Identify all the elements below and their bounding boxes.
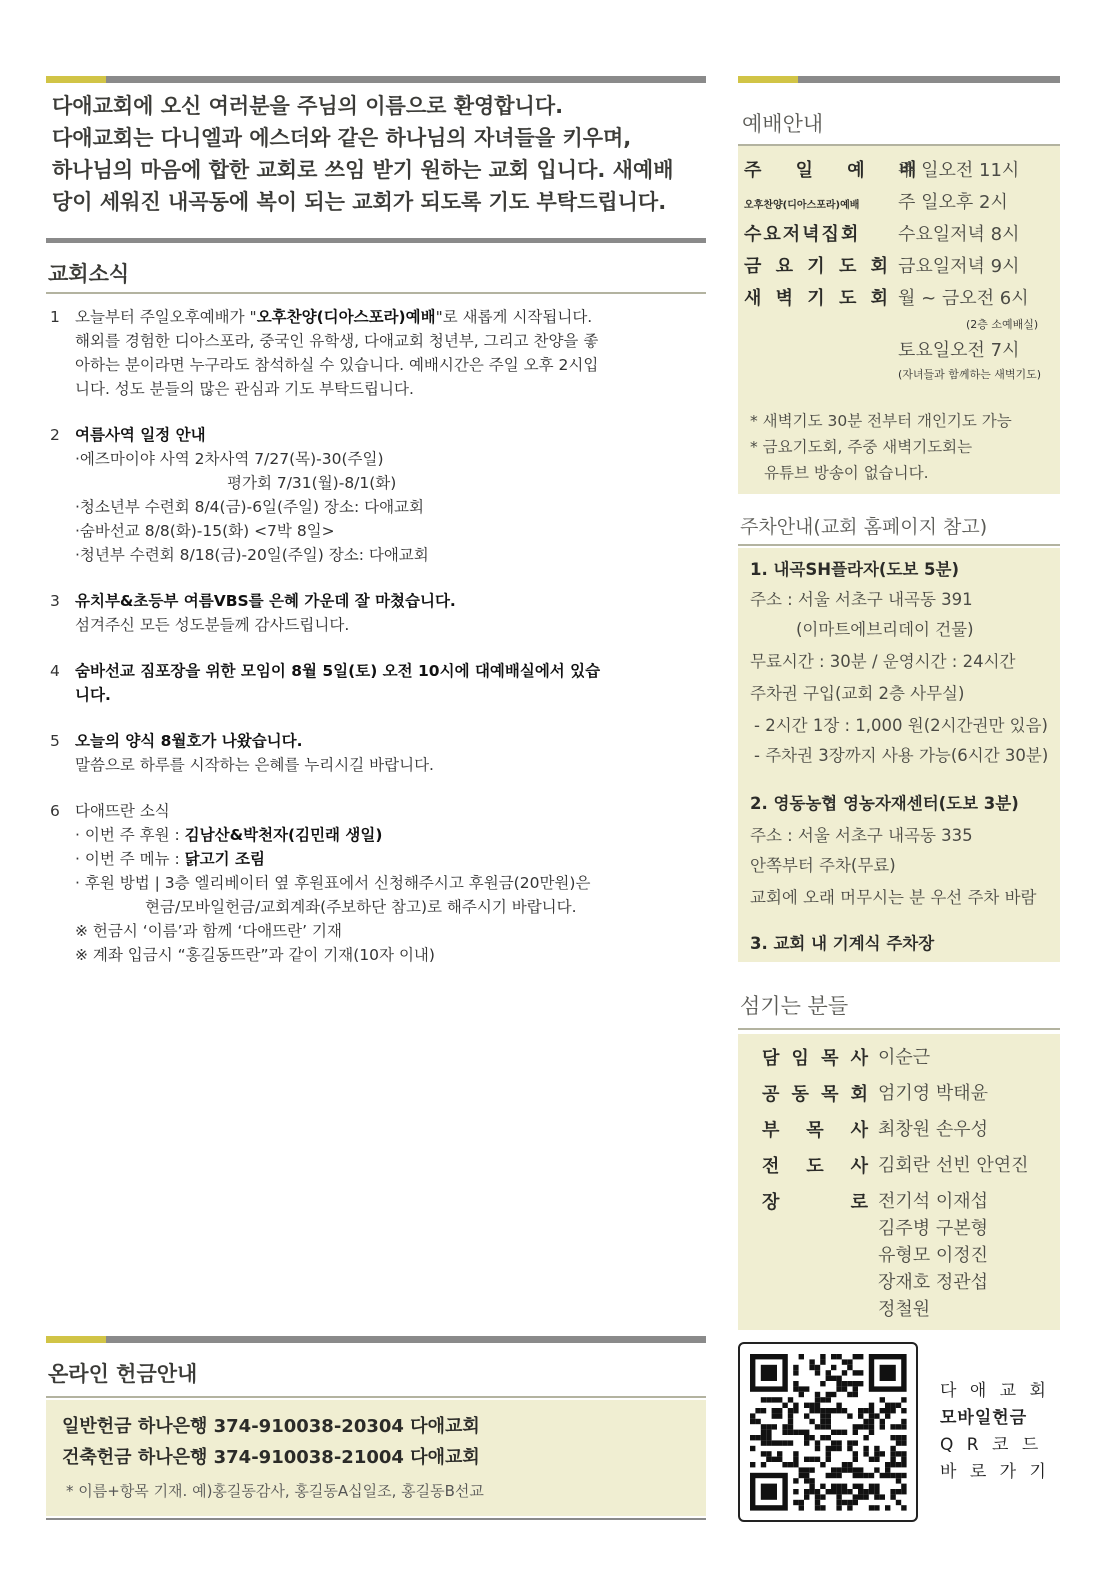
service-time: 월 ~ 금오전 6시 xyxy=(898,288,1029,309)
qr-caption-line: 바 로 가 기 xyxy=(940,1462,1050,1482)
offering-divider xyxy=(46,1396,706,1398)
welcome-divider xyxy=(46,238,706,243)
worship-row xyxy=(738,252,1060,282)
news-line xyxy=(75,847,715,871)
server-role xyxy=(762,1080,868,1106)
worship-row xyxy=(738,188,1060,218)
item-number: 4 xyxy=(50,662,60,680)
server-names: 이순근 xyxy=(878,1047,931,1068)
news-line: 섬겨주신 모든 성도분들께 감사드립니다. xyxy=(75,616,350,634)
qr-caption-line: 모바일헌금 xyxy=(940,1408,1028,1428)
service-time: 주 일오후 2시 xyxy=(898,192,1008,213)
offering-title: 온라인 헌금안내 xyxy=(48,1362,198,1386)
news-line: ·숨바선교 8/8(화)-15(화) <7박 8일> xyxy=(75,522,335,540)
welcome-line: 하나님의 마음에 합한 교회로 쓰임 받기 원하는 교회 입니다. 새예배 xyxy=(52,158,674,182)
menu-name: 닭고기 조림 xyxy=(184,850,265,868)
service-time: 금요일저녁 9시 xyxy=(898,256,1020,277)
item-number: 6 xyxy=(50,802,60,820)
role-char: 도 xyxy=(806,1156,824,1177)
qr-code[interactable] xyxy=(738,1342,918,1522)
role-char: 담 xyxy=(762,1048,780,1069)
top-rule-accent-right xyxy=(738,76,798,83)
worship-row xyxy=(738,336,1060,366)
item-number: 5 xyxy=(50,732,60,750)
news-line: 말씀으로 하루를 시작하는 은혜를 누리시길 바랍니다. xyxy=(75,756,434,774)
service-name: 새 벽 기 도 회 xyxy=(744,288,893,309)
news-line xyxy=(75,305,715,329)
service-name: 금 요 기 도 회 xyxy=(744,256,893,277)
role-char: 임 xyxy=(791,1048,809,1069)
role-char: 사 xyxy=(850,1120,868,1141)
news-item-title: 오늘의 양식 8월호가 나왔습니다. xyxy=(75,732,303,750)
sponsor-name: 김남산&박천자(김민래 생일) xyxy=(184,826,383,844)
note-line: * 금요기도회, 주중 새벽기도회는 xyxy=(750,438,973,456)
welcome-line: 당이 세워진 내곡동에 복이 되는 교회가 되도록 기도 부탁드립니다. xyxy=(52,190,667,214)
server-role xyxy=(762,1116,868,1142)
top-rule-left xyxy=(46,76,706,83)
server-role xyxy=(762,1152,868,1178)
elder-names: 유형모 이정진 xyxy=(878,1245,989,1266)
server-names: 최창원 손우성 xyxy=(878,1119,989,1140)
building-offering-account: 건축헌금 하나은행 374-910038-21004 다애교회 xyxy=(62,1447,480,1468)
label: · 이번 주 메뉴 : xyxy=(75,850,185,868)
offering-note: * 이름+항목 기재. 예)홍길동감사, 홍길동A십일조, 홍길동B선교 xyxy=(66,1482,484,1500)
news-item xyxy=(50,729,715,777)
label: · 이번 주 후원 : xyxy=(75,826,185,844)
role-char: 동 xyxy=(791,1084,809,1105)
offering-panel xyxy=(46,1400,706,1516)
item-number: 3 xyxy=(50,592,60,610)
service-name: 수요저녁집회 xyxy=(744,224,861,245)
parking-option-title: 2. 영동농협 영농자재센터(도보 3분) xyxy=(750,794,1019,813)
text: "로 새롭게 시작됩니다. xyxy=(435,308,593,326)
elder-names: 정철원 xyxy=(878,1299,931,1320)
news-list xyxy=(50,305,715,989)
item-number: 1 xyxy=(50,308,60,326)
item-number: 2 xyxy=(50,426,60,444)
general-offering-account: 일반헌금 하나은행 374-910038-20304 다애교회 xyxy=(62,1416,480,1437)
bottom-rule xyxy=(46,1518,706,1520)
role-char: 목 xyxy=(821,1048,839,1069)
qr-caption-line: Q R 코 드 xyxy=(940,1435,1043,1455)
servers-divider xyxy=(738,1028,1060,1030)
service-time: 토요일오전 7시 xyxy=(898,340,1020,361)
role-char: 목 xyxy=(821,1084,839,1105)
server-role xyxy=(762,1188,868,1214)
news-line: ※ 헌금시 ‘이름’과 함께 ‘다애뜨란’ 기재 xyxy=(75,922,342,940)
parking-line: (이마트에브리데이 건물) xyxy=(796,620,974,639)
role-char: 부 xyxy=(762,1120,780,1141)
news-item xyxy=(50,305,715,401)
role-char: 로 xyxy=(850,1192,868,1213)
worship-row xyxy=(738,284,1060,314)
news-line: 니다. 성도 분들의 많은 관심과 기도 부탁드립니다. xyxy=(75,380,414,398)
server-names: 엄기영 박태윤 xyxy=(878,1083,989,1104)
service-name: 오후찬양(디아스포라)예배 xyxy=(744,200,860,211)
top-rule-accent xyxy=(46,76,106,83)
qr-caption-line: 다 애 교 회 xyxy=(940,1381,1050,1401)
worship-row xyxy=(738,220,1060,250)
welcome-line: 다애교회에 오신 여러분을 주님의 이름으로 환영합니다. xyxy=(52,94,564,118)
parking-line: - 주차권 3장까지 사용 가능(6시간 30분) xyxy=(754,746,1049,765)
news-line: · 후원 방법 | 3층 엘리베이터 옆 후원표에서 신청해주시고 후원금(20만원)은 xyxy=(75,874,591,892)
role-char: 목 xyxy=(806,1120,824,1141)
qr-caption xyxy=(940,1378,1050,1486)
parking-option-title: 3. 교회 내 기계식 주차장 xyxy=(750,934,935,953)
welcome-line: 다애교회는 다니엘과 에스더와 같은 하나님의 자녀들을 키우며, xyxy=(52,126,632,150)
qr-code-icon xyxy=(740,1344,916,1520)
elder-names: 김주병 구본형 xyxy=(878,1218,989,1239)
worship-notes xyxy=(750,408,1012,486)
news-line: ·에즈마이야 사역 2차사역 7/27(목)-30(주일) xyxy=(75,450,384,468)
welcome-message xyxy=(52,90,712,218)
news-title: 교회소식 xyxy=(48,262,130,286)
note-line: * 새벽기도 30분 전부터 개인기도 가능 xyxy=(750,412,1012,430)
news-item-title: 니다. xyxy=(75,686,111,704)
service-name: 주 일 예 배 xyxy=(744,160,931,181)
worship-title: 예배안내 xyxy=(742,112,824,136)
news-line xyxy=(75,823,715,847)
news-line: ·청년부 수련회 8/18(금)-20일(주일) 장소: 다애교회 xyxy=(75,546,429,564)
role-char: 전 xyxy=(762,1156,780,1177)
news-item-title: 유치부&초등부 여름VBS를 은혜 가운데 잘 마쳤습니다. xyxy=(75,592,456,610)
news-item-title: 다애뜨란 소식 xyxy=(75,802,170,820)
role-char: 사 xyxy=(850,1048,868,1069)
news-line: ※ 계좌 입금시 “홍길동뜨란”과 같이 기재(10자 이내) xyxy=(75,946,435,964)
server-names xyxy=(878,1188,988,1323)
parking-line: 안쪽부터 주차(무료) xyxy=(750,856,896,875)
news-divider xyxy=(46,292,706,294)
service-time: 주 일오전 11시 xyxy=(898,160,1020,181)
elder-names: 장재호 정관섭 xyxy=(878,1272,989,1293)
service-time: 수요일저녁 8시 xyxy=(898,224,1020,245)
role-char: 장 xyxy=(762,1192,780,1213)
role-char: 회 xyxy=(850,1084,868,1105)
worship-panel xyxy=(738,146,1060,494)
news-item xyxy=(50,589,715,637)
parking-line: 주소 : 서울 서초구 내곡동 391 xyxy=(750,590,973,609)
offering-rule xyxy=(46,1336,706,1343)
note-line: 유튜브 방송이 없습니다. xyxy=(764,464,929,482)
room-note: (2층 소예배실) xyxy=(966,318,1039,331)
servers-title: 섬기는 분들 xyxy=(740,994,849,1018)
parking-line: - 2시간 1장 : 1,000 원(2시간권만 있음) xyxy=(754,716,1048,735)
news-item xyxy=(50,423,715,567)
highlight: 오후찬양(디아스포라)예배 xyxy=(256,308,436,326)
news-item-title: 여름사역 일정 안내 xyxy=(75,426,206,444)
offering-rule-accent xyxy=(46,1336,106,1343)
news-item-title: 숨바선교 짐포장을 위한 모임이 8월 5일(토) 오전 10시에 대예배실에서 있습 xyxy=(75,662,601,680)
news-line: 평가회 7/31(월)-8/1(화) xyxy=(227,474,397,492)
role-char: 공 xyxy=(762,1084,780,1105)
servers-panel xyxy=(738,1034,1060,1330)
parking-panel xyxy=(738,548,1060,962)
news-line: 현금/모바일헌금/교회계좌(주보하단 참고)로 해주시기 바랍니다. xyxy=(145,898,577,916)
news-item xyxy=(50,799,715,967)
server-names: 김회란 선빈 안연진 xyxy=(878,1155,1029,1176)
parking-line: 무료시간 : 30분 / 운영시간 : 24시간 xyxy=(750,652,1016,671)
parking-title: 주차안내(교회 홈페이지 참고) xyxy=(740,516,988,538)
parking-line: 주소 : 서울 서초구 내곡동 335 xyxy=(750,826,973,845)
parking-divider xyxy=(738,544,1060,546)
role-char: 사 xyxy=(850,1156,868,1177)
news-line: ·청소년부 수련회 8/4(금)-6일(주일) 장소: 다애교회 xyxy=(75,498,424,516)
parking-line: 교회에 오래 머무시는 분 우선 주차 바람 xyxy=(750,888,1037,907)
worship-row xyxy=(738,156,1060,186)
server-role xyxy=(762,1044,868,1070)
news-line: 해외를 경험한 디아스포라, 중국인 유학생, 다애교회 청년부, 그리고 찬양을 좋 xyxy=(75,332,599,350)
elder-names: 전기석 이재섭 xyxy=(878,1191,989,1212)
news-item xyxy=(50,659,715,707)
news-line: 아하는 분이라면 누구라도 참석하실 수 있습니다. 예배시간은 주일 오후 2시입 xyxy=(75,356,599,374)
text: 오늘부터 주일오후예배가 " xyxy=(75,308,257,326)
parking-option-title: 1. 내곡SH플라자(도보 5분) xyxy=(750,560,960,579)
parking-line: 주차권 구입(교회 2층 사무실) xyxy=(750,684,965,703)
top-rule-right xyxy=(738,76,1060,83)
family-note: (자녀들과 함께하는 새벽기도) xyxy=(898,368,1042,381)
